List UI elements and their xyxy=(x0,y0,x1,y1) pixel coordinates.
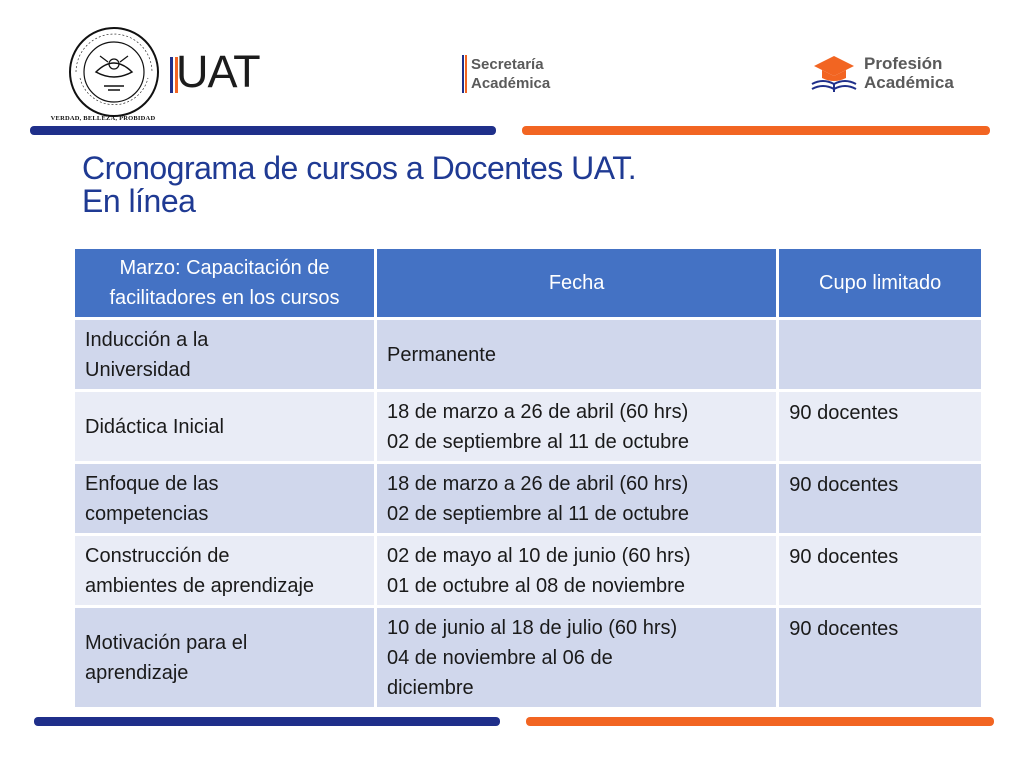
course-line: aprendizaje xyxy=(85,661,189,684)
top-blue-divider xyxy=(30,126,496,135)
date-cell xyxy=(375,535,777,607)
date-line: diciembre xyxy=(386,676,474,699)
date-line: 18 de marzo a 26 de abril (60 hrs) xyxy=(386,472,689,495)
seal-motto: VERDAD, BELLEZA, PROBIDAD xyxy=(50,115,156,122)
secretaria-line2: Académica xyxy=(471,75,551,92)
course-line: Enfoque de las xyxy=(85,472,219,495)
header-course-line1: Marzo: Capacitación de xyxy=(119,257,330,279)
course-schedule-table xyxy=(72,246,984,710)
bottom-blue-divider xyxy=(34,717,500,726)
date-cell xyxy=(375,391,777,463)
course-line: ambientes de aprendizaje xyxy=(85,574,315,597)
course-cell xyxy=(74,463,376,535)
cupo-cell xyxy=(778,319,983,391)
page-title xyxy=(82,152,842,218)
date-line: 02 de mayo al 10 de junio (60 hrs) xyxy=(386,544,691,567)
cupo-value: 90 docentes xyxy=(789,546,899,568)
header-cupo-label: Cupo limitado xyxy=(819,272,942,294)
course-cell xyxy=(74,607,376,709)
course-line: Universidad xyxy=(85,358,191,381)
date-line: Permanente xyxy=(386,343,496,366)
date-line: 02 de septiembre al 11 de octubre xyxy=(386,430,690,453)
date-line: 02 de septiembre al 11 de octubre xyxy=(386,502,690,525)
uat-wordmark: UAT xyxy=(176,46,260,97)
cupo-value: 90 docentes xyxy=(789,618,899,640)
uat-seal-logo xyxy=(68,26,160,118)
cupo-cell xyxy=(778,607,983,709)
table-row xyxy=(74,607,983,709)
profesion-line2: Académica xyxy=(864,73,954,92)
cupo-cell xyxy=(778,535,983,607)
cupo-value: 90 docentes xyxy=(789,402,899,424)
secretaria-text xyxy=(471,55,550,93)
header-course-line2: facilitadores en los cursos xyxy=(109,287,340,309)
date-cell xyxy=(375,607,777,709)
date-line: 04 de noviembre al 06 de xyxy=(386,646,613,669)
course-cell xyxy=(74,535,376,607)
course-line: Inducción a la xyxy=(85,328,209,351)
table-row xyxy=(74,463,983,535)
secretaria-line1: Secretaría xyxy=(471,56,544,73)
table-row xyxy=(74,319,983,391)
date-cell xyxy=(375,463,777,535)
course-line: Didáctica Inicial xyxy=(85,415,224,438)
graduation-book-icon xyxy=(808,52,860,96)
title-line1: Cronograma de cursos a Docentes UAT. xyxy=(82,150,637,186)
profesion-academica-logo xyxy=(808,52,978,98)
date-line: 18 de marzo a 26 de abril (60 hrs) xyxy=(386,400,689,423)
table-row xyxy=(74,535,983,607)
title-line2: En línea xyxy=(82,183,196,219)
table-header-row xyxy=(74,248,983,319)
cupo-cell xyxy=(778,391,983,463)
secretaria-academica-logo xyxy=(462,55,582,95)
course-line: Construcción de xyxy=(85,544,230,567)
bottom-orange-divider xyxy=(526,717,994,726)
table-row xyxy=(74,391,983,463)
profesion-line1: Profesión xyxy=(864,54,943,73)
secretaria-bars-icon xyxy=(462,55,468,93)
header-cupo xyxy=(778,248,983,319)
date-line: 01 de octubre al 08 de noviembre xyxy=(386,574,685,597)
header-date-label: Fecha xyxy=(548,272,605,294)
date-line: 10 de junio al 18 de julio (60 hrs) xyxy=(386,616,678,639)
cupo-cell xyxy=(778,463,983,535)
profesion-text xyxy=(864,54,954,92)
course-cell xyxy=(74,391,376,463)
course-line: Motivación para el xyxy=(85,631,248,654)
header-date xyxy=(375,248,777,319)
top-orange-divider xyxy=(522,126,990,135)
course-line: competencias xyxy=(85,502,209,525)
date-cell xyxy=(375,319,777,391)
cupo-value: 90 docentes xyxy=(789,474,899,496)
course-cell xyxy=(74,319,376,391)
header-course xyxy=(74,248,376,319)
